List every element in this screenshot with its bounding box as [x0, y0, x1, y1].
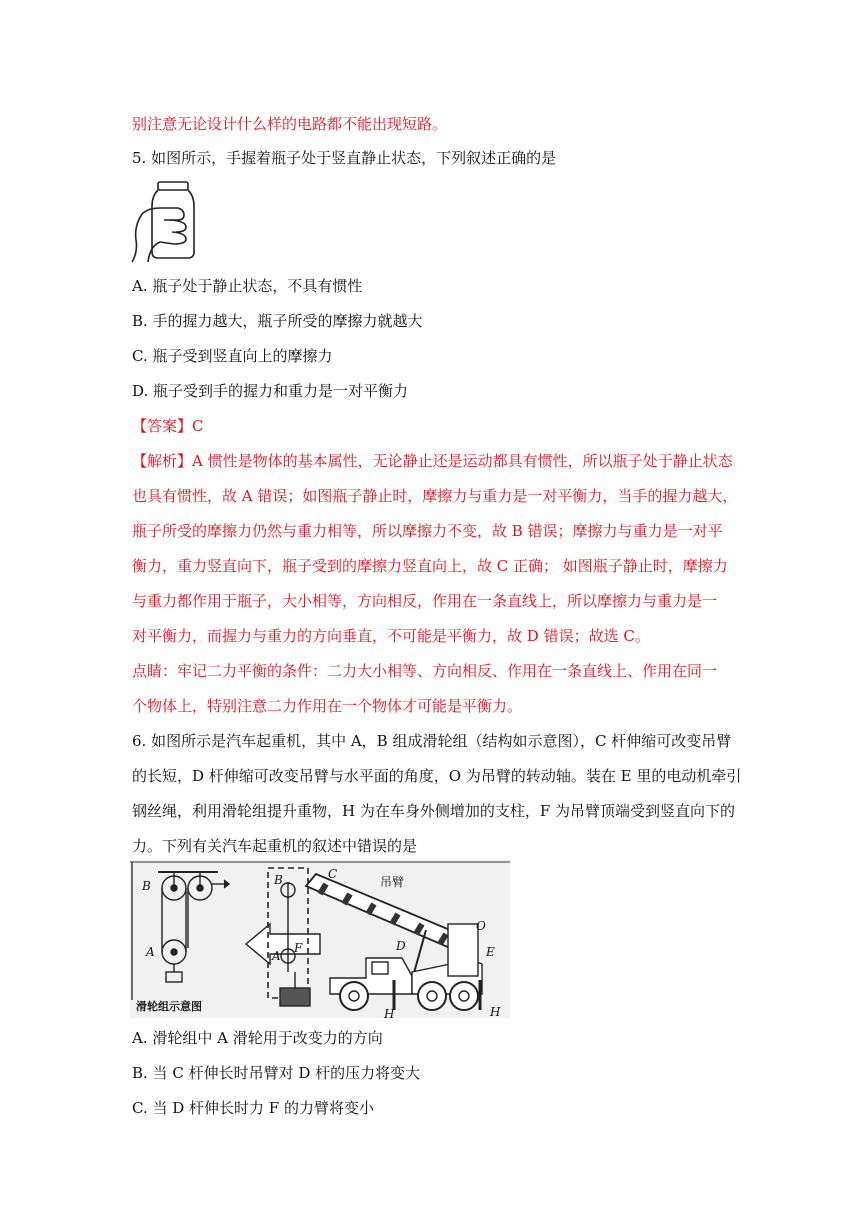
analysis-line-2: 也具有惯性，故 A 错误；如图瓶子静止时，摩擦力与重力是一对平衡力，当手的握力越大，	[132, 487, 738, 505]
question-6-option-c: C. 当 D 杆伸长时力 F 的力臂将变小	[132, 1099, 374, 1117]
question-6-stem-2: 的长短，D 杆伸缩可改变吊臂与水平面的角度，O 为吊臂的转动轴。装在 E 里的电动机牵引	[132, 767, 742, 785]
note-line-1: 点睛：牢记二力平衡的条件：二力大小相等、方向相反、作用在一条直线上、作用在同一	[132, 662, 718, 680]
label-arm: 吊臂	[380, 875, 405, 889]
question-5-option-d: D. 瓶子受到手的握力和重力是一对平衡力	[132, 382, 409, 400]
question-6-stem-1: 6. 如图所示是汽车起重机，其中 A，B 组成滑轮组（结构如示意图），C 杆伸缩可改变吊臂	[132, 732, 732, 750]
label-o: O	[476, 919, 486, 933]
analysis-line-5: 与重力都作用于瓶子，大小相等，方向相反，作用在一条直线上，所以摩擦力与重力是一	[132, 592, 718, 610]
label-c: C	[328, 867, 338, 881]
question-6-option-a: A. 滑轮组中 A 滑轮用于改变力的方向	[132, 1029, 383, 1047]
label-h-right: H	[490, 1005, 501, 1018]
analysis-line-6: 对平衡力，而握力与重力的方向垂直，不可能是平衡力，故 D 错误；故选 C。	[132, 627, 650, 645]
question-5-option-a: A. 瓶子处于静止状态，不具有惯性	[132, 277, 363, 295]
analysis-line-4: 衡力，重力竖直向下，瓶子受到的摩擦力竖直向上，故 C 正确； 如图瓶子静止时，摩擦力	[132, 557, 728, 575]
label-e: E	[486, 945, 495, 959]
answer-line: 【答案】C	[132, 417, 204, 435]
question-5-option-b: B. 手的握力越大，瓶子所受的摩擦力就越大	[132, 312, 423, 330]
label-b: B	[142, 879, 151, 893]
label-b-right: B	[274, 873, 283, 887]
label-h-left: H	[384, 1007, 395, 1018]
question-5-option-c: C. 瓶子受到竖直向上的摩擦力	[132, 347, 333, 365]
crane-figure	[130, 860, 510, 1018]
line-text: 别注意无论设计什么样的电路都不能出现短路。	[132, 115, 448, 133]
analysis-line-1: 【解析】A 惯性是物体的基本属性，无论静止还是运动都具有惯性，所以瓶子处于静止状态	[132, 452, 733, 470]
note-line-2: 个物体上，特别注意二力作用在一个物体才可能是平衡力。	[132, 697, 523, 715]
question-5-stem: 5. 如图所示，手握着瓶子处于竖直静止状态，下列叙述正确的是	[132, 149, 557, 167]
question-6-stem-4: 力。下列有关汽车起重机的叙述中错误的是	[132, 837, 418, 855]
label-f: F	[294, 941, 303, 955]
pulley-caption: 滑轮组示意图	[136, 1000, 202, 1013]
label-a-right: A	[272, 949, 281, 963]
bottle-hand-figure	[130, 180, 202, 264]
analysis-line-3: 瓶子所受的摩擦力仍然与重力相等，所以摩擦力不变，故 B 错误；摩擦力与重力是一对平	[132, 522, 723, 540]
question-6-option-b: B. 当 C 杆伸长时吊臂对 D 杆的压力将变大	[132, 1064, 421, 1082]
label-a: A	[146, 945, 155, 959]
question-6-stem-3: 钢丝绳，利用滑轮组提升重物，H 为在车身外侧增加的支柱，F 为吊臂顶端受到竖直向下的	[132, 802, 736, 820]
label-d: D	[396, 939, 406, 953]
